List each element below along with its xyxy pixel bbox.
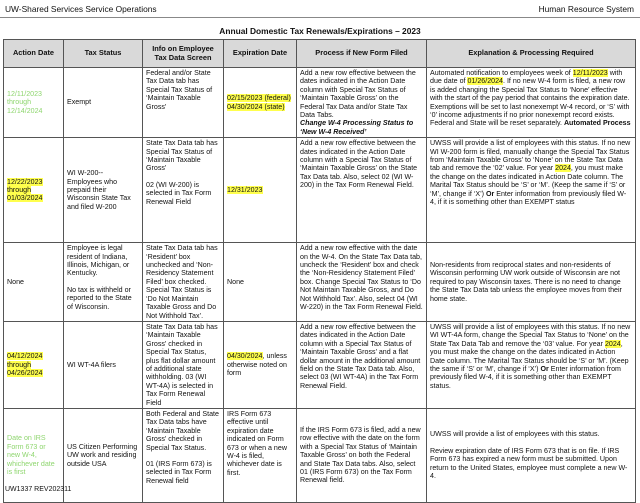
tax-status-cell: US Citizen Performing UW work and residing outside USA: [64, 408, 143, 502]
expiration-federal: 02/15/2023 (federal): [227, 94, 291, 103]
header-system: Human Resource System: [538, 4, 634, 14]
document-title: Annual Domestic Tax Renewals/Expirations – 2023: [219, 26, 421, 36]
expiration-note: , unless otherwise noted on form: [227, 352, 287, 378]
expiration-cell: IRS Form 673 effective until expiration date indicated on Form 673 or when a new W-4 is filed, whichever date is first.: [224, 408, 297, 502]
action-date-cell: [4, 138, 64, 243]
form-code-footer: UW1337 REV202311: [5, 486, 72, 493]
info-cell: State Tax Data tab has ‘Maintain Taxable Gross’ checked in Special Tax Status, plus flat dollar amount of additional state withholding. 03 (WI WT-4A) is selected in Tax Form Renewal Field: [143, 321, 224, 408]
action-date: 04/12/2024 through 04/26/2024: [7, 352, 43, 378]
expl-text: UWSS will provide a list of employees with this status. If no new WI W-200 form is filed, manually change the Special Tax Status from ‘Maintain Taxable Gross’ to ‘None’ on the State Tax Data tab and remove the ‘02’ value. For year: [430, 139, 631, 173]
process-cell: [297, 68, 427, 138]
expl-text: Enter information from previously filed W-4, if it is something other than EXEMPT status.: [430, 364, 621, 390]
header-org: UW-Shared Services Service Operations: [5, 4, 157, 14]
explanation-cell: [427, 138, 636, 243]
expl-text: , you must make the change on the dates indicated in Action Date column. The Marital Tax Status should be ‘S’ or ‘M’. (Keep the same if ‘S’ or ‘M’, change if ‘X’): [430, 164, 626, 198]
info-cell: [143, 408, 224, 502]
expl-highlight: 2024: [555, 164, 571, 173]
expiration-cell: [224, 321, 297, 408]
info-text: 01 (IRS Form 673) is selected in Tax Form Renewal field: [146, 460, 212, 485]
explanation-cell: Non-residents from reciprocal states and non-residents of Wisconsin performing UW work outside of Wisconsin are not required to pay Wisconsin taxes. There is no need to change the State Tax Data tab unless the employee moves from their home state.: [427, 243, 636, 322]
expiration-date: 04/30/2024: [227, 352, 263, 361]
action-date-cell: [4, 321, 64, 408]
process-text: Add a new row effective between the dates indicated in the Action Date column with Special Tax Status of ‘Maintain Taxable Gross’ on the Federal Tax Data and/or State Tax Data Tabs.: [300, 69, 416, 120]
expl-bold: Automated Process: [563, 119, 631, 128]
expl-highlight: 01/26/2024: [467, 77, 503, 86]
tax-renewals-table: [3, 39, 636, 503]
table-row: [4, 68, 636, 138]
table-header-row: [4, 40, 636, 68]
expl-text: , you must make the change on the dates indicated in Action Date column. The Marital Tax Status should be ‘S’ or ‘M’. (Keep the same if ‘S’ or ‘M’, change if ‘X’): [430, 339, 629, 373]
explanation-cell: [427, 321, 636, 408]
info-text: State Tax Data tab has Special Tax Status of ‘Maintain Taxable Gross’: [146, 139, 218, 173]
expiration-cell: [224, 138, 297, 243]
expl-text: with due date of: [430, 69, 623, 86]
expiration-cell: [224, 68, 297, 138]
table-row: [4, 408, 636, 502]
tax-status-text: No tax is withheld or reported to the State of Wisconsin.: [67, 285, 132, 311]
expiration-cell: None: [224, 243, 297, 322]
expl-highlight: 12/11/2023: [572, 69, 608, 77]
info-cell: [143, 138, 224, 243]
col-action-date: Action Date: [4, 40, 64, 68]
col-info: Info on Employee Tax Data Screen: [143, 40, 224, 68]
table-row: [4, 243, 636, 322]
info-text: Both Federal and State Tax Data tabs have ‘Maintain Taxable Gross’ checked in Special Tax Status.: [146, 409, 219, 452]
expl-text: UWSS will provide a list of employees with this status.: [430, 430, 600, 439]
expl-text: Automated notification to employees week of: [430, 69, 573, 77]
process-bold: Change W-4 Processing Status to ‘New W-4 Received’: [300, 119, 414, 136]
process-cell: If the IRS Form 673 is filed, add a new row effective with the date on the form with a Special Tax Status of ‘Maintain Taxable Gross’ on both the Federal and State Tax Data tabs. Also, select 01 (IRS Form 673) on the Tax Form Renewal field.: [297, 408, 427, 502]
explanation-cell: [427, 408, 636, 502]
tax-status-cell: [64, 243, 143, 322]
expl-text: UWSS will provide a list of employees with this status. If no new WI WT-4A form, change the Special Tax Status to ‘None’ on the State Tax Data Tab and remove the ‘03’ value. For year: [430, 322, 631, 348]
process-cell: Add a new row effective with the date on the W-4. On the State Tax Data tab, uncheck the ‘Resident’ box and check the ‘Non-Residency Statement Filed’ box. Change Special Tax Status to ‘Do Not Maintain Taxable Gross, and Do Not Withhold Tax’. Also, select 04 (WI W-220) in the Tax Form Renewal Field.: [297, 243, 427, 322]
expiration-state: 04/30/2024 (state): [227, 102, 285, 111]
tax-status-text: Employee is legal resident of Indiana, Illinois, Michigan, or Kentucky.: [67, 244, 130, 278]
info-text: 02 (WI W-200) is selected in Tax Form Renewal Field: [146, 180, 212, 206]
action-date: 12/11/2023 through 12/14/2024: [7, 90, 43, 115]
expiration-date: 12/31/2023: [227, 186, 263, 195]
col-expiration: Expiration Date: [224, 40, 297, 68]
col-tax-status: Tax Status: [64, 40, 143, 68]
info-cell: Federal and/or State Tax Data tab has Special Tax Status of ‘Maintain Taxable Gross’: [143, 68, 224, 138]
action-date: 12/22/2023 through 01/03/2024: [7, 177, 43, 203]
expl-text: . If no new W-4 form is filed, a new row is added changing the Special Tax Status to ‘None’ effective with the start of the pay period that contains the expiration date. Exemptions will be set to last nonexempt W-4 record, or ‘S’ with ‘0’ income adjustments if no prior nonexempt record exists. Federal and State will be reset separately.: [430, 77, 630, 128]
table-row: [4, 321, 636, 408]
action-date: Date on IRS Form 673 or new W-4, whichever date is first: [7, 434, 55, 477]
expl-bold: Or: [540, 364, 549, 373]
header-rule: [0, 17, 640, 18]
col-process: Process if New Form Filed: [297, 40, 427, 68]
tax-status-cell: WI WT-4A filers: [64, 321, 143, 408]
expl-highlight: 2024: [604, 339, 621, 348]
col-explanation: Explanation & Processing Required: [427, 40, 636, 68]
page-header: [0, 0, 640, 20]
action-date-cell: None: [4, 243, 64, 322]
process-cell: Add a new row effective between the dates indicated in the Action Date column with a Special Tax Status of ‘Maintain Taxable Gross’ on the State Tax Data tab. Also, select 02 (WI W-200) in the Tax Form Renewal Field.: [297, 138, 427, 243]
table-row: [4, 138, 636, 243]
info-cell: State Tax Data tab has ‘Resident’ box unchecked and ‘Non-Residency Statement Filed’ box checked. Special Tax Status is ‘Do Not Maintain Taxable Gross and Do Not Withhold Tax’.: [143, 243, 224, 322]
process-cell: Add a new row effective between the dates indicated in the Action Date column with a Special Tax Status of ‘Maintain Taxable Gross’ and a flat dollar amount in the additional amount field on the State Tax Data tab. Also, select 03 (WI WT-4A) in the Tax Form Renewal Field.: [297, 321, 427, 408]
explanation-cell: [427, 68, 636, 138]
tax-status-cell: Exempt: [64, 68, 143, 138]
tax-status-cell: WI W-200-- Employees who prepaid their Wisconsin State Tax and filed W-200: [64, 138, 143, 243]
action-date-cell: [4, 68, 64, 138]
expl-text: Review expiration date of IRS Form 673 that is on file. If IRS Form 673 has expired a new form must be submitted. Upon return to the United States, employee must complete a new W-4.: [430, 446, 628, 481]
expl-text: Enter information from previously filed W-4, if it is something other than EXEMPT status: [430, 189, 627, 207]
expl-bold: Or: [485, 189, 495, 198]
